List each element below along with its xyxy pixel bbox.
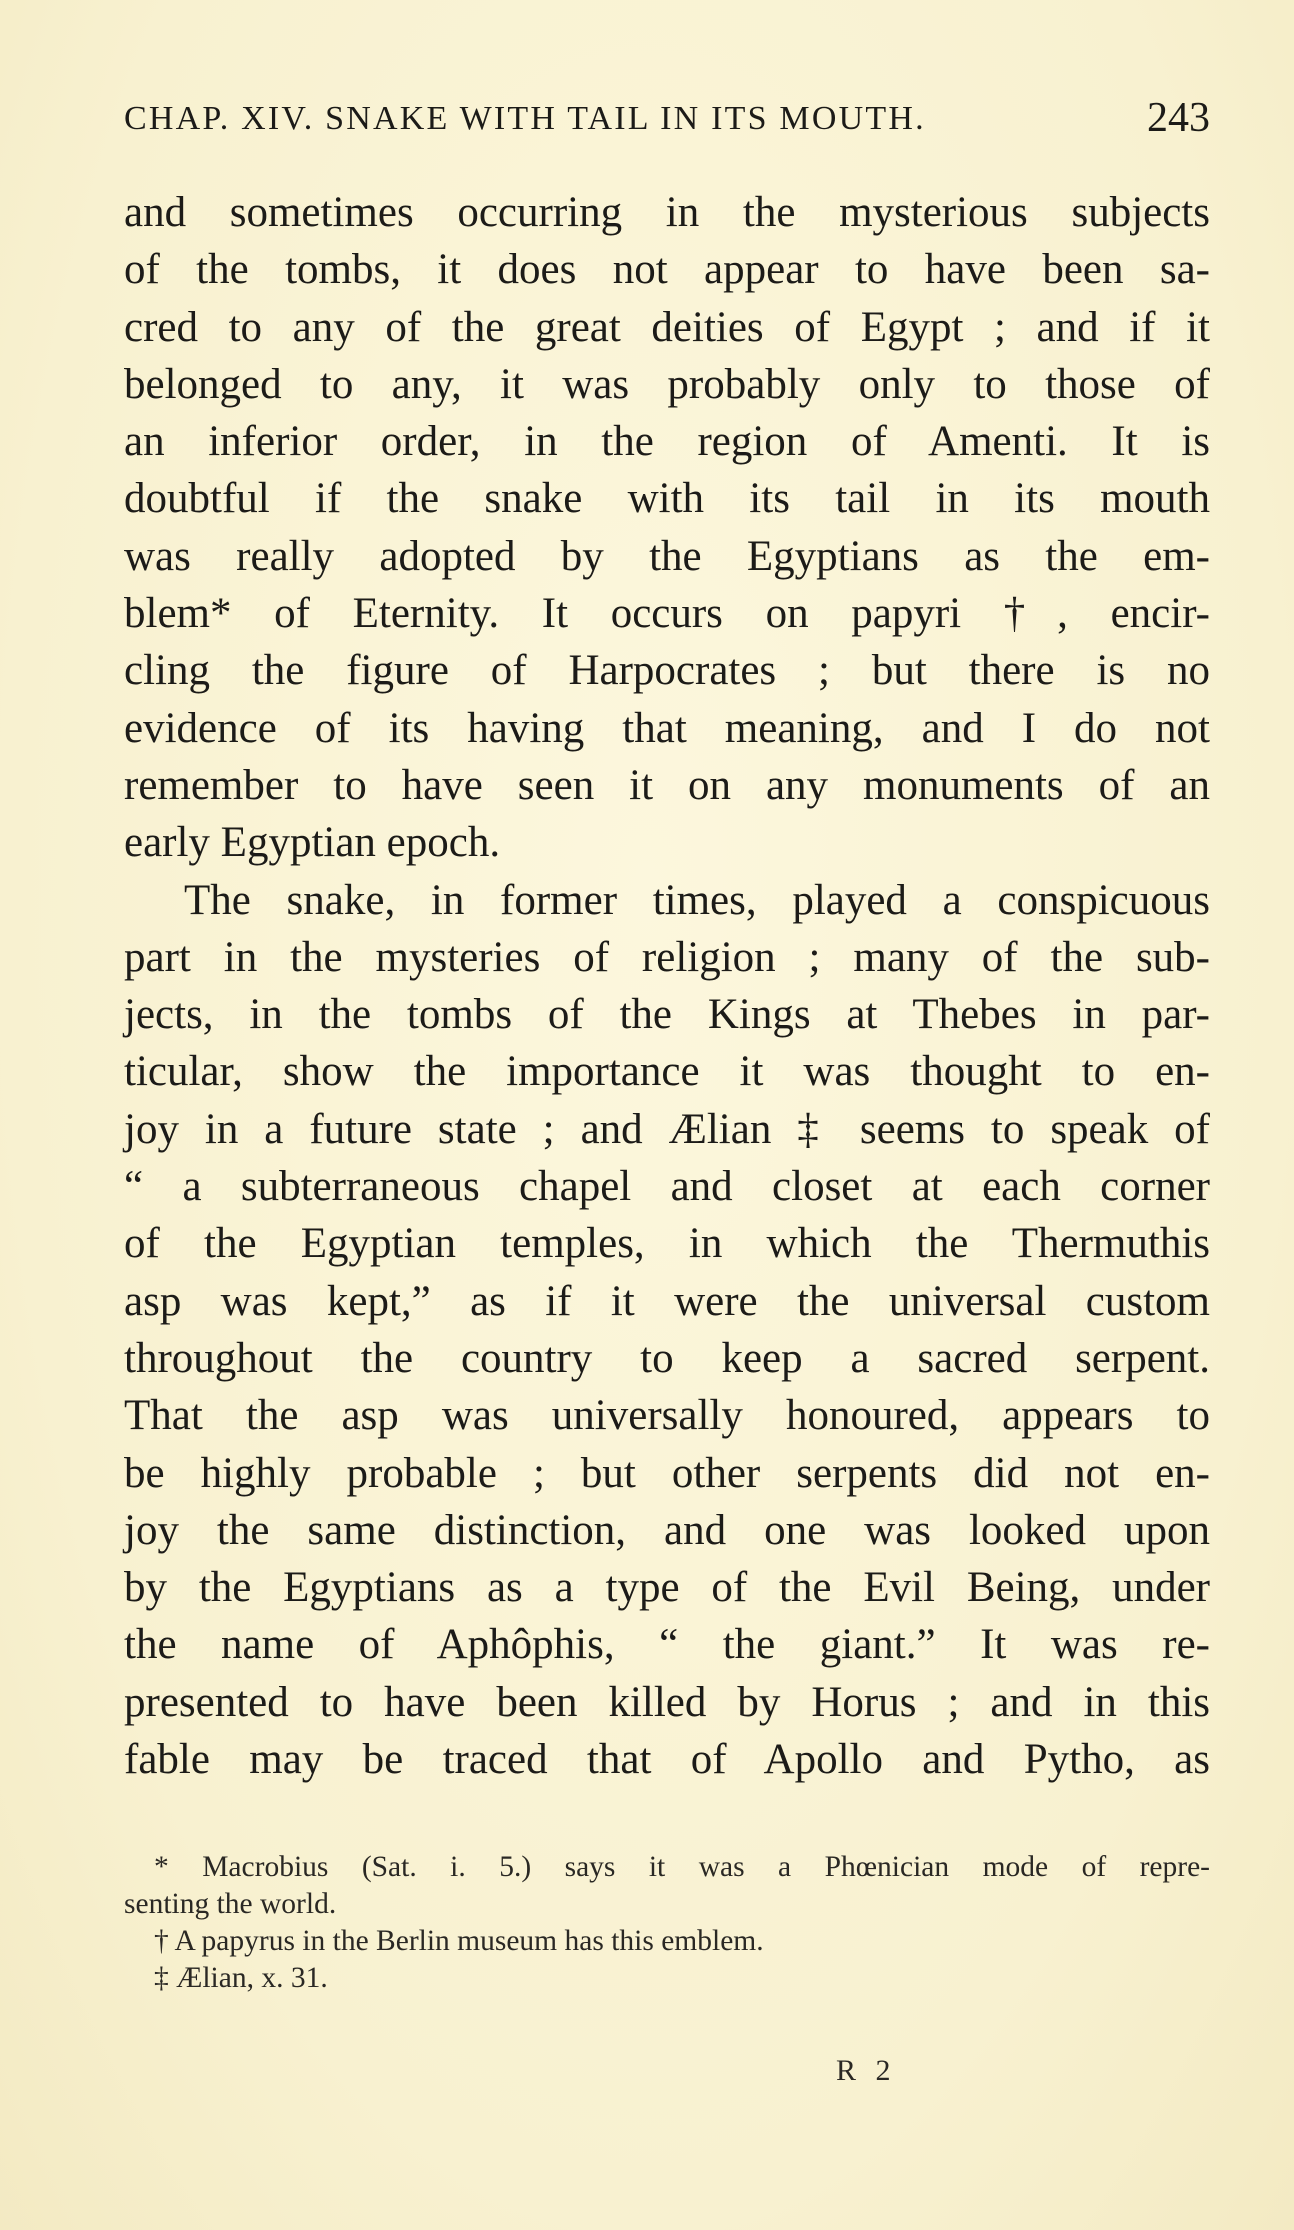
text-line: joy the same distinction, and one was looked upon xyxy=(124,1506,1210,1554)
text-line: cred to any of the great deities of Egypt ; and if it xyxy=(124,303,1210,351)
text-line: throughout the country to keep a sacred serpent. xyxy=(124,1334,1210,1382)
text-line: asp was kept,” as if it were the universal custom xyxy=(124,1277,1210,1325)
text-line: and sometimes occurring in the mysterious subjects xyxy=(124,189,1210,236)
text-line: joy in a future state ; and Ælian ‡ seems to speak of xyxy=(124,1105,1210,1153)
text-line: part in the mysteries of religion ; many of the sub- xyxy=(124,933,1210,981)
text-line: was really adopted by the Egyptians as the em- xyxy=(124,532,1210,580)
text-line: doubtful if the snake with its tail in its mouth xyxy=(124,475,1210,523)
text-line: jects, in the tombs of the Kings at Thebes in par- xyxy=(124,991,1210,1039)
text-line: “ a subterraneous chapel and closet at each corner xyxy=(124,1163,1210,1211)
text-line: by the Egyptians as a type of the Evil Being, under xyxy=(124,1564,1210,1612)
text-line: evidence of its having that meaning, and I do not xyxy=(124,704,1210,752)
page-header xyxy=(124,94,1210,144)
text-line: presented to have been killed by Horus ; and in this xyxy=(124,1678,1210,1726)
body-text xyxy=(124,184,1210,1788)
text-line: That the asp was universally honoured, appears to xyxy=(124,1392,1210,1440)
text-line: The snake, in former times, played a conspicuous xyxy=(184,876,1210,924)
text-line: of the tombs, it does not appear to have been sa- xyxy=(124,246,1210,294)
text-line: of the Egyptian temples, in which the Thermuthis xyxy=(124,1220,1210,1268)
footnotes xyxy=(124,1849,1210,1997)
text-line: ticular, show the importance it was thought to en- xyxy=(124,1048,1210,1096)
footnote: * Macrobius (Sat. i. 5.) says it was a Phœnician mode of repre- xyxy=(154,1851,1210,1883)
text-line: cling the figure of Harpocrates ; but there is no xyxy=(124,647,1210,695)
footnote-continuation: senting the world. xyxy=(124,1888,337,1920)
text-line: be highly probable ; but other serpents did not en- xyxy=(124,1449,1210,1497)
page-number: 243 xyxy=(1147,95,1210,141)
text-line: fable may be traced that of Apollo and Pytho, as xyxy=(124,1736,1210,1784)
text-line: remember to have seen it on any monuments of an xyxy=(124,761,1210,809)
running-title: CHAP. XIV. SNAKE WITH TAIL IN ITS MOUTH. xyxy=(124,100,926,137)
text-line: early Egyptian epoch. xyxy=(124,819,501,867)
text-line: the name of Aphôphis, “ the giant.” It was re- xyxy=(124,1621,1210,1669)
text-line: blem* of Eternity. It occurs on papyri †, encir- xyxy=(124,590,1210,638)
footnote: † A papyrus in the Berlin museum has this emblem. xyxy=(154,1925,764,1957)
text-line: an inferior order, in the region of Amenti. It is xyxy=(124,418,1210,466)
signature-mark: R 2 xyxy=(836,2054,897,2087)
text-line: belonged to any, it was probably only to those of xyxy=(124,360,1210,408)
footnote: ‡ Ælian, x. 31. xyxy=(154,1962,328,1994)
